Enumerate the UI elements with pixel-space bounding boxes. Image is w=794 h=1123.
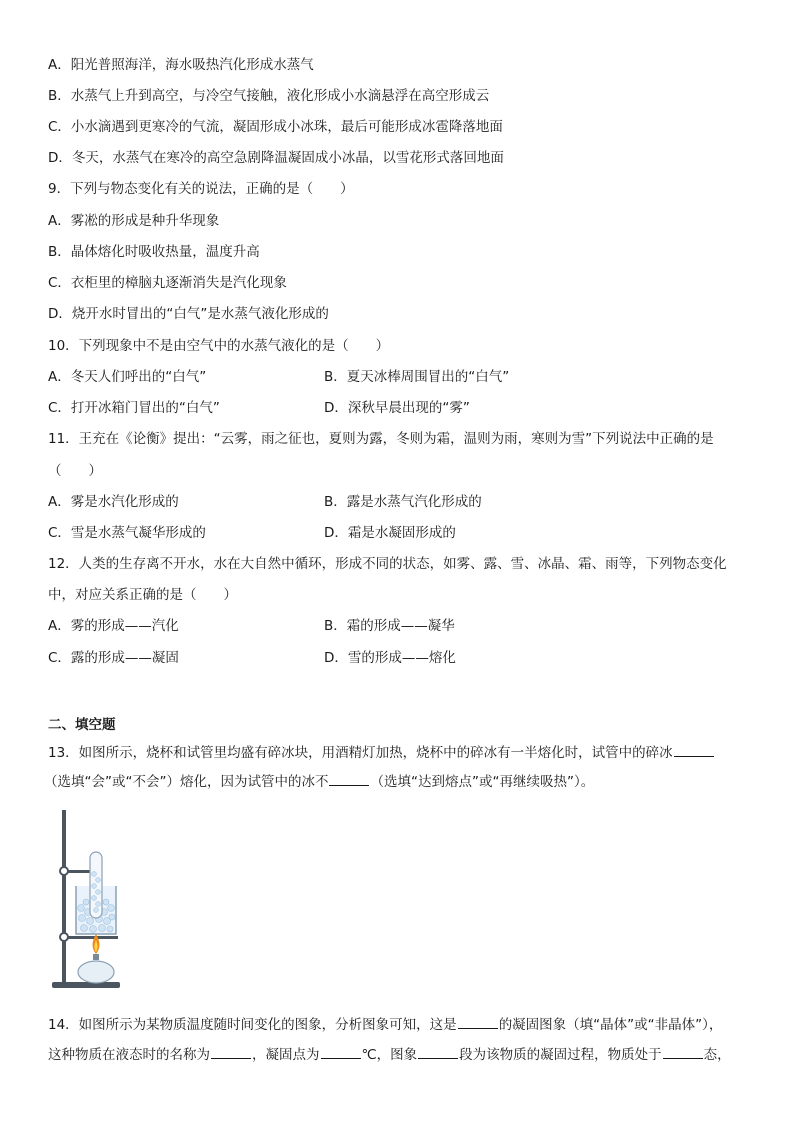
answer-blank[interactable]: [321, 1045, 361, 1059]
q14-text: 的凝固图象（填“晶体”或“非晶体”），: [498, 1017, 723, 1033]
section-title: 二、填空题: [48, 717, 116, 733]
q13-line1: [48, 743, 715, 762]
alcohol-lamp: [78, 961, 114, 983]
q11-stem: 11．王充在《论衡》提出：“云雾，雨之征也，夏则为露，冬则为霜，温则为雨，寒则为雪”下列说法中正确的是: [48, 431, 714, 447]
answer-blank[interactable]: [663, 1045, 703, 1059]
q9-option-d: D．烧开水时冒出的“白气”是水蒸气液化形成的: [48, 306, 329, 322]
q12-option-a: A．雾的形成——汽化: [48, 618, 179, 634]
heating-apparatus-figure: [46, 808, 126, 994]
q12-option-b: B．霜的形成——凝华: [324, 618, 455, 634]
answer-blank[interactable]: [329, 772, 369, 786]
q12-stem-cont: 中，对应关系正确的是（ ）: [48, 587, 237, 603]
q9-option-a: A．雾凇的形成是种升华现象: [48, 213, 220, 229]
q8-option-b: B．水蒸气上升到高空，与冷空气接触，液化形成小水滴悬浮在高空形成云: [48, 88, 490, 104]
stand-rod: [62, 810, 66, 984]
q13-line2: [44, 772, 594, 791]
q11-option-d: D．霜是水凝固形成的: [324, 525, 456, 541]
q9-stem: 9．下列与物态变化有关的说法，正确的是（ ）: [48, 181, 354, 197]
q9-option-b: B．晶体熔化时吸收热量，温度升高: [48, 244, 260, 260]
q12-option-c: C．露的形成——凝固: [48, 650, 179, 666]
q8-option-c: C．小水滴遇到更寒冷的气流，凝固形成小冰珠，最后可能形成冰雹降落地面: [48, 119, 503, 135]
answer-blank[interactable]: [418, 1045, 458, 1059]
ring-support: [66, 936, 118, 939]
q11-option-b: B．露是水蒸气汽化形成的: [324, 494, 482, 510]
q14-text: 14．如图所示为某物质温度随时间变化的图象，分析图象可知，这是: [48, 1017, 457, 1033]
q10-stem: 10．下列现象中不是由空气中的水蒸气液化的是（ ）: [48, 338, 390, 354]
q14-text: ℃，图象: [361, 1047, 418, 1063]
q12-stem: 12．人类的生存离不开水，水在大自然中循环，形成不同的状态，如雾、露、雪、冰晶、霜、雨等，下列物态变化: [48, 556, 727, 572]
q8-option-a: A．阳光普照海洋，海水吸热汽化形成水蒸气: [48, 57, 314, 73]
q14-text: 段为该物质的凝固过程，物质处于: [459, 1047, 662, 1063]
q11-option-c: C．雪是水蒸气凝华形成的: [48, 525, 206, 541]
clamp-knob: [60, 867, 68, 875]
answer-blank[interactable]: [458, 1015, 498, 1029]
q13-text: （选填“达到熔点”或“再继续吸热”）。: [370, 774, 595, 790]
q14-text: 这种物质在液态时的名称为: [48, 1047, 210, 1063]
answer-blank[interactable]: [674, 743, 714, 757]
q9-option-c: C．衣柜里的樟脑丸逐渐消失是汽化现象: [48, 275, 287, 291]
q10-option-c: C．打开冰箱门冒出的“白气”: [48, 400, 220, 416]
q10-option-a: A．冬天人们呼出的“白气”: [48, 369, 207, 385]
q13-text: （选填“会”或“不会”）熔化，因为试管中的冰不: [44, 774, 329, 790]
q11-option-a: A．雾是水汽化形成的: [48, 494, 179, 510]
q14-line1: [48, 1015, 722, 1034]
q12-option-d: D．雪的形成——熔化: [324, 650, 456, 666]
lamp-wick: [93, 954, 99, 960]
q14-text: 态，: [703, 1047, 731, 1063]
q14-line2: [48, 1045, 731, 1064]
answer-blank[interactable]: [211, 1045, 251, 1059]
q10-option-d: D．深秋早晨出现的“雾”: [324, 400, 470, 416]
q11-stem-cont: （ ）: [48, 463, 102, 479]
q8-option-d: D．冬天，水蒸气在寒冷的高空急剧降温凝固成小冰晶，以雪花形式落回地面: [48, 150, 504, 166]
q10-option-b: B．夏天冰棒周围冒出的“白气”: [324, 369, 510, 385]
ring-knob: [60, 933, 68, 941]
q13-text: 13．如图所示，烧杯和试管里均盛有碎冰块，用酒精灯加热，烧杯中的碎冰有一半熔化时，试管中的碎冰: [48, 745, 673, 761]
q14-text: ，凝固点为: [252, 1047, 320, 1063]
